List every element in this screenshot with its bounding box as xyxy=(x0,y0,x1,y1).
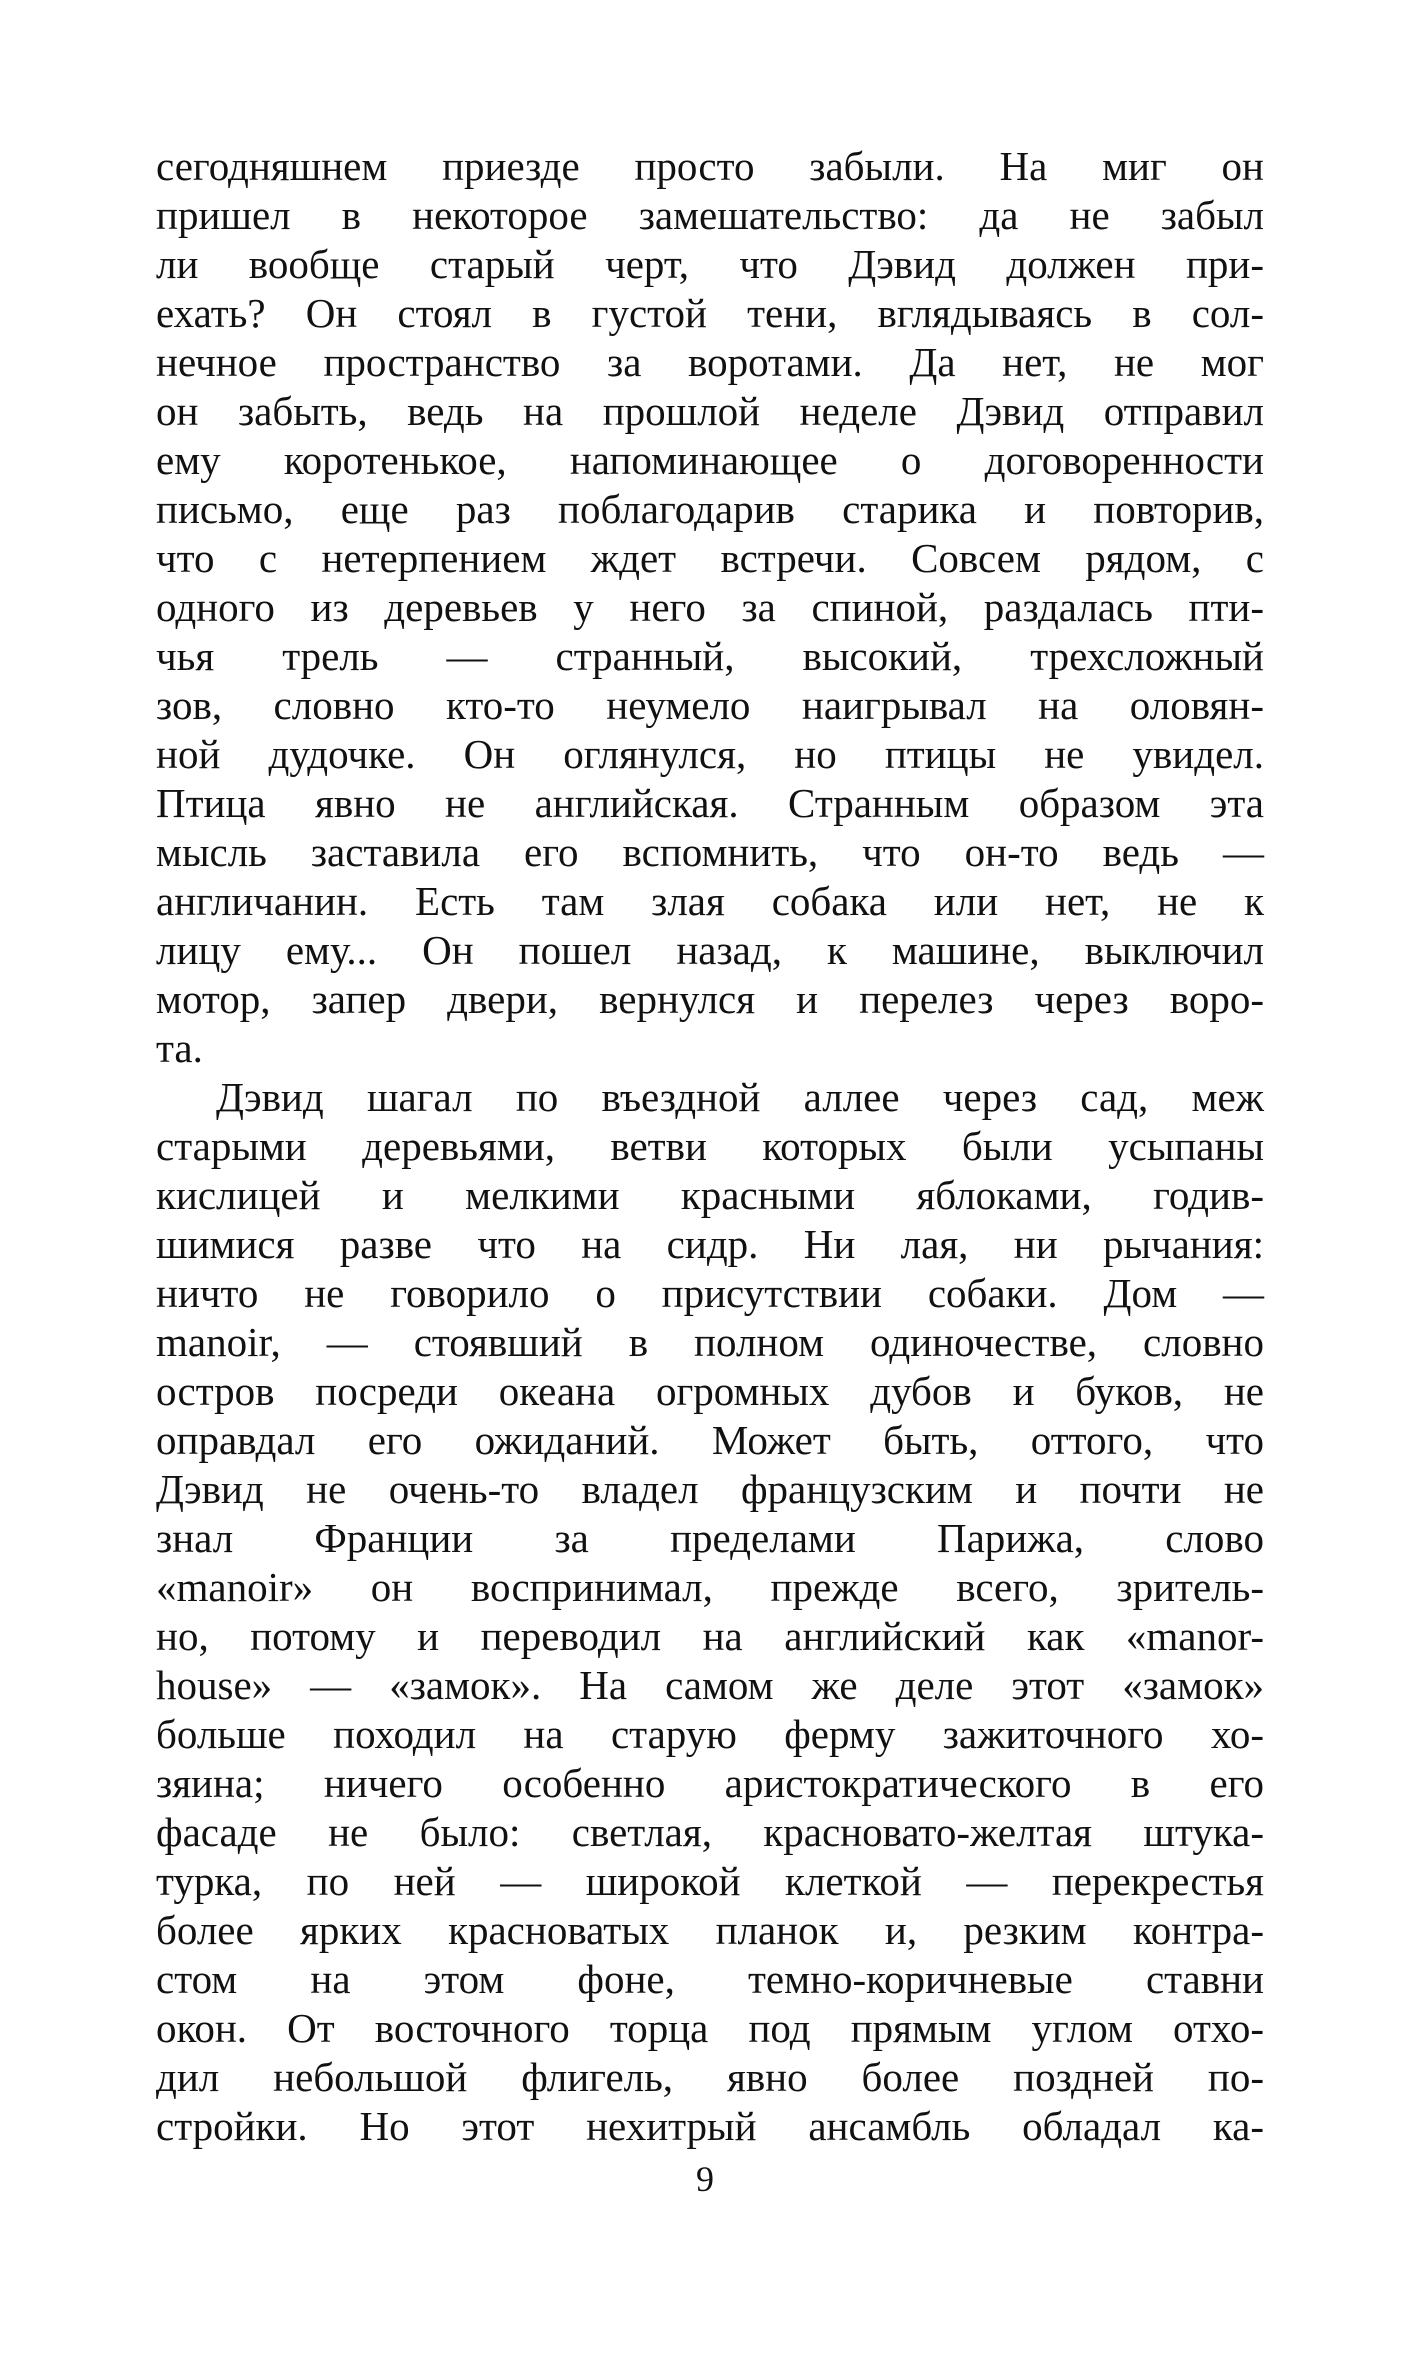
text-line: знал Франции за пределами Парижа, слово xyxy=(156,1515,1264,1561)
text-line: стом на этом фоне, темно-коричневые ставни xyxy=(156,1956,1264,2002)
text-line: остров посреди океана огромных дубов и буков, не xyxy=(156,1368,1264,1414)
text-line: фасаде не было: светлая, красновато-желтая штука- xyxy=(156,1809,1264,1855)
text-line: manoir, — стоявший в полном одиночестве, словно xyxy=(156,1319,1264,1365)
text-line: что с нетерпением ждет встречи. Совсем рядом, с xyxy=(156,535,1264,581)
text-line: турка, по ней — широкой клеткой — перекрестья xyxy=(156,1858,1264,1904)
page-number: 9 xyxy=(696,2159,714,2199)
text-line: старыми деревьями, ветви которых были усыпаны xyxy=(156,1123,1264,1169)
text-line: чья трель — странный, высокий, трехсложный xyxy=(156,633,1264,679)
text-line: одного из деревьев у него за спиной, раздалась пти- xyxy=(156,584,1264,630)
text-line: мотор, запер двери, вернулся и перелез через воро- xyxy=(156,976,1264,1022)
text-line: дил небольшой флигель, явно более поздней по- xyxy=(156,2054,1264,2100)
text-line: письмо, еще раз поблагодарив старика и повторив, xyxy=(156,486,1264,532)
text-line: шимися разве что на сидр. Ни лая, ни рычания: xyxy=(156,1221,1264,1267)
text-line: house» — «замок». На самом же деле этот «замок» xyxy=(156,1662,1264,1708)
text-line: окон. От восточного торца под прямым углом отхо- xyxy=(156,2005,1264,2051)
text-line: больше походил на старую ферму зажиточного хо- xyxy=(156,1711,1264,1757)
text-line: нечное пространство за воротами. Да нет, не мог xyxy=(156,339,1264,385)
text-line: ехать? Он стоял в густой тени, вглядываясь в сол- xyxy=(156,290,1264,336)
text-line: мысль заставила его вспомнить, что он-то ведь — xyxy=(156,829,1264,875)
text-line: ему коротенькое, напоминающее о договоренности xyxy=(156,437,1264,483)
text-line: пришел в некоторое замешательство: да не забыл xyxy=(156,192,1264,238)
text-line: ничто не говорило о присутствии собаки. Дом — xyxy=(156,1270,1264,1316)
text-line: Дэвид не очень-то владел французским и почти не xyxy=(156,1466,1264,1512)
text-line: но, потому и переводил на английский как «manor- xyxy=(156,1613,1264,1659)
text-line: лицу ему... Он пошел назад, к машине, выключил xyxy=(156,927,1264,973)
text-line: ной дудочке. Он оглянулся, но птицы не увидел. xyxy=(156,731,1264,777)
text-line: англичанин. Есть там злая собака или нет, не к xyxy=(156,878,1264,924)
text-line: он забыть, ведь на прошлой неделе Дэвид отправил xyxy=(156,388,1264,434)
text-line: более ярких красноватых планок и, резким контра- xyxy=(156,1907,1264,1953)
paragraph xyxy=(156,142,1264,1073)
text-line: кислицей и мелкими красными яблоками, годив- xyxy=(156,1172,1264,1218)
text-line: зов, словно кто-то неумело наигрывал на оловян- xyxy=(156,682,1264,728)
paragraph xyxy=(156,1073,1264,2151)
text-line: Дэвид шагал по въездной аллее через сад, меж xyxy=(216,1074,1264,1120)
text-line: та. xyxy=(156,1025,203,1071)
text-line: ли вообще старый черт, что Дэвид должен при- xyxy=(156,241,1264,287)
book-page-body xyxy=(156,142,1264,2151)
text-line: сегодняшнем приезде просто забыли. На миг он xyxy=(156,143,1264,189)
text-line: оправдал его ожиданий. Может быть, оттого, что xyxy=(156,1417,1264,1463)
text-line: зяина; ничего особенно аристократического в его xyxy=(156,1760,1264,1806)
text-line: «manoir» он воспринимал, прежде всего, зритель- xyxy=(156,1564,1264,1610)
text-line: стройки. Но этот нехитрый ансамбль обладал ка- xyxy=(156,2103,1264,2149)
text-line: Птица явно не английская. Странным образом эта xyxy=(156,780,1264,826)
